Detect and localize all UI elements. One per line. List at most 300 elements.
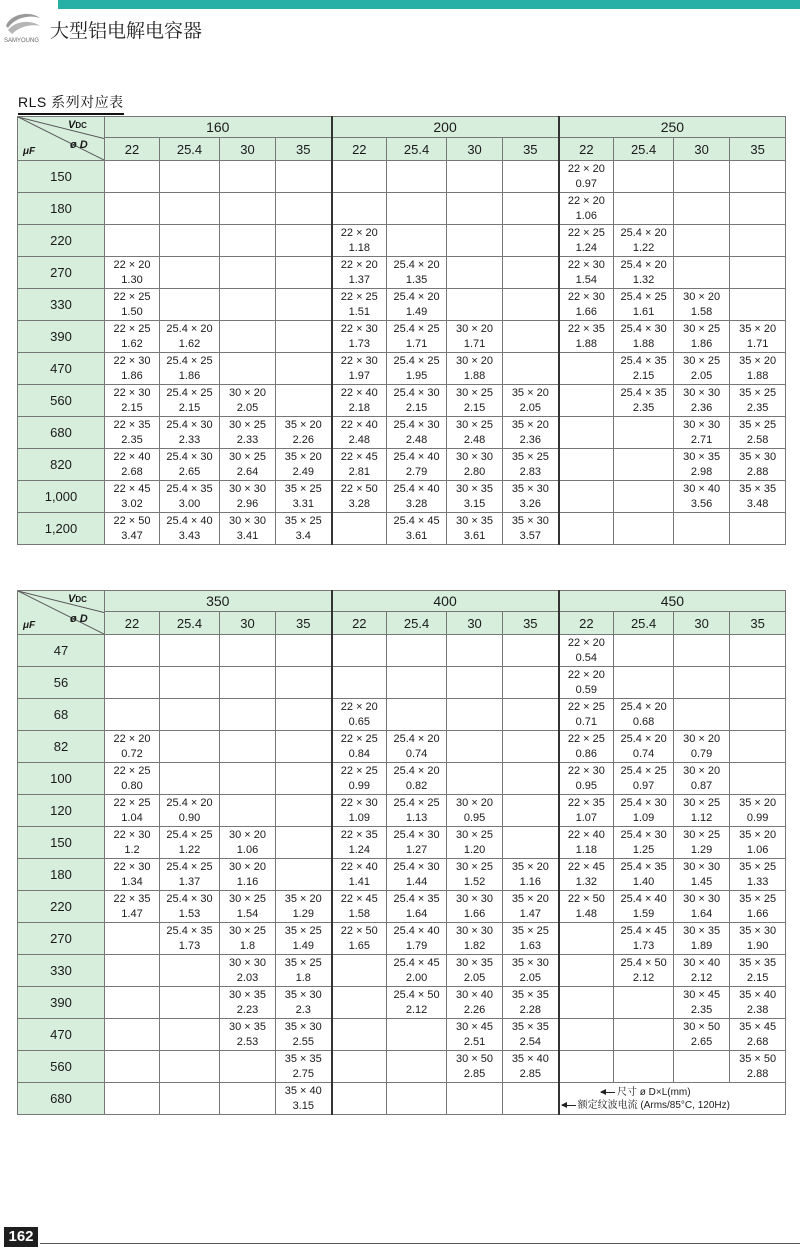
case-size: 35 × 40: [739, 989, 777, 1001]
ripple-current: 3.41: [236, 530, 259, 542]
ripple-current: 2.05: [519, 402, 542, 414]
ripple-current: 1.07: [575, 812, 598, 824]
case-size: 25.4 × 40: [166, 515, 213, 527]
vdc-label-text: V: [68, 593, 76, 605]
spec-cell: [503, 859, 559, 891]
case-size: 22 × 30: [113, 829, 151, 841]
spec-cell: [503, 481, 559, 513]
spec-cell: [730, 481, 786, 513]
case-size: 30 × 35: [228, 1021, 266, 1033]
diameter-header: 30: [674, 612, 730, 635]
ripple-current: 2.54: [519, 1036, 542, 1048]
ripple-current: 2.00: [405, 972, 428, 984]
ripple-current: 3.00: [178, 498, 201, 510]
ripple-current: 0.71: [575, 716, 598, 728]
spec-cell: [503, 667, 559, 699]
ripple-current: 1.8: [239, 940, 256, 952]
spec-cell: [614, 225, 674, 257]
ripple-current: 1.8: [295, 972, 311, 984]
case-size: 22 × 30: [113, 861, 151, 873]
ripple-current: 0.80: [121, 780, 143, 792]
spec-cell: [105, 513, 160, 545]
spec-cell: [447, 193, 503, 225]
case-size: 25.4 × 35: [620, 861, 667, 873]
spec-cell: [160, 289, 220, 321]
ripple-current: 0.90: [178, 812, 201, 824]
voltage-group-header: 160: [105, 117, 332, 138]
spec-cell: [160, 1051, 220, 1083]
capacitance-cell: 150: [18, 161, 105, 193]
spec-cell: [503, 923, 559, 955]
ripple-current: 1.89: [690, 940, 713, 952]
case-size: 22 × 35: [340, 829, 378, 841]
case-size: 35 × 25: [739, 419, 777, 431]
diameter-label: ø D: [70, 613, 88, 625]
vdc-label: [68, 119, 87, 131]
spec-cell: [387, 1083, 447, 1115]
ripple-current: 0.79: [690, 748, 713, 760]
diameter-header: 25.4: [387, 138, 447, 161]
spec-cell: [220, 481, 276, 513]
spec-cell: [160, 193, 220, 225]
table-row: [18, 385, 786, 417]
case-size: 30 × 25: [456, 829, 494, 841]
ripple-current: 1.41: [348, 876, 370, 888]
ripple-current: 1.16: [519, 876, 542, 888]
ripple-current: 1.04: [121, 812, 143, 824]
spec-cell: [387, 699, 447, 731]
spec-cell: [730, 827, 786, 859]
ripple-current: 1.88: [632, 338, 655, 350]
spec-cell: [614, 955, 674, 987]
spec-cell: [730, 731, 786, 763]
diameter-header: 22: [105, 138, 160, 161]
ripple-current: 1.25: [632, 844, 655, 856]
ripple-current: 2.35: [746, 402, 769, 414]
table-row: [18, 827, 786, 859]
spec-cell: [503, 513, 559, 545]
case-size: 30 × 45: [683, 989, 721, 1001]
ripple-current: 1.86: [690, 338, 713, 350]
spec-cell: [332, 955, 387, 987]
spec-cell: [503, 161, 559, 193]
spec-cell: [105, 987, 160, 1019]
spec-cell: [674, 955, 730, 987]
case-size: 22 × 30: [567, 291, 605, 303]
ripple-current: 2.15: [463, 402, 486, 414]
ripple-current: 1.88: [575, 338, 598, 350]
case-size: 35 × 25: [511, 451, 549, 463]
case-size: 25.4 × 35: [166, 925, 213, 937]
case-size: 22 × 20: [340, 227, 378, 239]
ripple-current: 2.53: [236, 1036, 259, 1048]
capacitance-cell: 220: [18, 225, 105, 257]
case-size: 30 × 25: [228, 925, 266, 937]
spec-cell: [674, 353, 730, 385]
voltage-group-row: [18, 591, 786, 612]
ripple-current: 3.02: [121, 498, 143, 510]
spec-cell: [160, 827, 220, 859]
voltage-group-header: 400: [332, 591, 559, 612]
ripple-current: 2.75: [292, 1068, 314, 1080]
table-row: [18, 955, 786, 987]
ripple-current: 1.64: [690, 908, 713, 920]
case-size: 35 × 50: [739, 1053, 777, 1065]
spec-cell: [730, 257, 786, 289]
case-size: 25.4 × 25: [166, 861, 213, 873]
case-size: 25.4 × 30: [166, 419, 213, 431]
table-row: [18, 1019, 786, 1051]
arrow-icon: [601, 1092, 615, 1093]
spec-cell: [447, 353, 503, 385]
table-row: [18, 481, 786, 513]
spec-cell: [503, 193, 559, 225]
spec-cell: [387, 257, 447, 289]
spec-cell: [730, 449, 786, 481]
spec-cell: [447, 481, 503, 513]
spec-cell: [730, 385, 786, 417]
spec-cell: [614, 321, 674, 353]
case-size: 22 × 45: [340, 451, 378, 463]
spec-cell: [332, 193, 387, 225]
spec-cell: [276, 699, 332, 731]
case-size: 22 × 40: [340, 419, 378, 431]
case-size: 22 × 40: [113, 451, 151, 463]
case-size: 25.4 × 25: [393, 355, 440, 367]
spec-cell: [332, 481, 387, 513]
spec-cell: [447, 1083, 503, 1115]
case-size: 35 × 30: [511, 957, 549, 969]
spec-cell: [559, 827, 614, 859]
ripple-current: 2.12: [405, 1004, 428, 1016]
case-size: 35 × 35: [511, 1021, 549, 1033]
spec-cell: [503, 987, 559, 1019]
spec-cell: [160, 1083, 220, 1115]
spec-cell: [559, 321, 614, 353]
case-size: 25.4 × 30: [393, 387, 440, 399]
ripple-current: 2.48: [348, 434, 370, 446]
case-size: 30 × 30: [683, 419, 721, 431]
vdc-label-sub: DC: [75, 595, 87, 604]
spec-cell: [276, 795, 332, 827]
spec-cell: [332, 667, 387, 699]
voltage-group-row: [18, 117, 786, 138]
case-size: 25.4 × 20: [393, 259, 440, 271]
table-row: [18, 987, 786, 1019]
spec-cell: [387, 193, 447, 225]
ripple-current: 1.73: [178, 940, 201, 952]
spec-cell: [276, 225, 332, 257]
spec-cell: [160, 635, 220, 667]
ripple-current: 1.18: [348, 242, 370, 254]
spec-cell: [674, 161, 730, 193]
case-size: 22 × 20: [340, 701, 378, 713]
case-size: 30 × 20: [683, 733, 721, 745]
ripple-current: 1.59: [632, 908, 655, 920]
case-size: 30 × 50: [456, 1053, 494, 1065]
spec-cell: [105, 699, 160, 731]
spec-cell: [332, 795, 387, 827]
diameter-header: 30: [447, 612, 503, 635]
spec-cell: [160, 955, 220, 987]
case-size: 22 × 30: [340, 355, 378, 367]
table-row: [18, 353, 786, 385]
case-size: 35 × 35: [739, 483, 777, 495]
spec-table-350-450v: [17, 590, 786, 1115]
spec-cell: [276, 257, 332, 289]
ripple-current: 2.65: [178, 466, 201, 478]
diameter-header: 30: [674, 138, 730, 161]
case-size: 35 × 35: [511, 989, 549, 1001]
ripple-current: 0.74: [405, 748, 428, 760]
spec-cell: [730, 1019, 786, 1051]
spec-cell: [614, 987, 674, 1019]
case-size: 25.4 × 25: [620, 765, 667, 777]
spec-cell: [559, 353, 614, 385]
spec-cell: [105, 763, 160, 795]
case-size: 30 × 35: [456, 957, 494, 969]
ripple-current: 1.62: [178, 338, 201, 350]
capacitance-cell: 100: [18, 763, 105, 795]
case-size: 35 × 40: [284, 1085, 322, 1097]
case-size: 22 × 20: [113, 733, 151, 745]
ripple-current: 2.15: [746, 972, 769, 984]
ripple-current: 1.16: [236, 876, 259, 888]
ripple-current: 1.45: [690, 876, 713, 888]
case-size: 35 × 40: [511, 1053, 549, 1065]
ripple-current: 1.24: [348, 844, 370, 856]
spec-cell: [503, 827, 559, 859]
spec-cell: [674, 257, 730, 289]
spec-cell: [674, 795, 730, 827]
spec-cell: [614, 449, 674, 481]
spec-cell: [220, 635, 276, 667]
ripple-current: 1.53: [178, 908, 201, 920]
capacitance-label: μF: [23, 146, 36, 157]
spec-cell: [503, 257, 559, 289]
spec-cell: [503, 795, 559, 827]
spec-cell: [276, 161, 332, 193]
spec-cell: [105, 635, 160, 667]
spec-cell: [105, 827, 160, 859]
ripple-current: 1.71: [463, 338, 486, 350]
spec-cell: [276, 667, 332, 699]
ripple-current: 1.82: [463, 940, 486, 952]
case-size: 35 × 20: [739, 797, 777, 809]
spec-cell: [559, 225, 614, 257]
ripple-current: 2.28: [519, 1004, 542, 1016]
spec-cell: [220, 923, 276, 955]
spec-cell: [674, 193, 730, 225]
spec-cell: [220, 731, 276, 763]
voltage-group-header: 250: [559, 117, 786, 138]
case-size: 35 × 20: [739, 355, 777, 367]
case-size: 25.4 × 25: [166, 387, 213, 399]
spec-cell: [387, 481, 447, 513]
spec-cell: [220, 353, 276, 385]
case-size: 30 × 20: [683, 765, 721, 777]
ripple-current: 2.26: [463, 1004, 486, 1016]
spec-cell: [160, 449, 220, 481]
spec-cell: [105, 481, 160, 513]
spec-cell: [220, 699, 276, 731]
diameter-header: 22: [105, 612, 160, 635]
table-row: [18, 795, 786, 827]
case-size: 22 × 25: [113, 797, 151, 809]
capacitance-cell: 470: [18, 1019, 105, 1051]
case-size: 22 × 20: [113, 259, 151, 271]
spec-cell: [276, 1083, 332, 1115]
ripple-current: 3.48: [746, 498, 769, 510]
ripple-current: 1.58: [690, 306, 713, 318]
case-size: 22 × 25: [340, 733, 378, 745]
spec-cell: [276, 1019, 332, 1051]
ripple-current: 2.88: [746, 1068, 769, 1080]
spec-cell: [387, 161, 447, 193]
spec-cell: [559, 417, 614, 449]
ripple-current: 0.86: [575, 748, 598, 760]
legend-text: 额定纹波电流 (Arms/85°C, 120Hz): [577, 1100, 730, 1111]
spec-cell: [276, 449, 332, 481]
spec-cell: [447, 667, 503, 699]
case-size: 22 × 20: [567, 195, 605, 207]
ripple-current: 1.18: [575, 844, 598, 856]
case-size: 35 × 35: [284, 1053, 322, 1065]
case-size: 25.4 × 20: [393, 733, 440, 745]
ripple-current: 1.47: [121, 908, 143, 920]
spec-cell: [559, 1051, 614, 1083]
ripple-current: 2.64: [236, 466, 259, 478]
spec-cell: [387, 417, 447, 449]
spec-cell: [614, 635, 674, 667]
ripple-current: 1.48: [575, 908, 598, 920]
diameter-header: 35: [503, 612, 559, 635]
spec-cell: [105, 321, 160, 353]
case-size: 25.4 × 20: [393, 765, 440, 777]
ripple-current: 2.68: [121, 466, 143, 478]
spec-cell: [614, 385, 674, 417]
capacitance-cell: 150: [18, 827, 105, 859]
spec-cell: [276, 481, 332, 513]
header-corner-cell: [18, 117, 105, 161]
ripple-current: 1.88: [746, 370, 769, 382]
ripple-current: 2.79: [405, 466, 428, 478]
case-size: 22 × 35: [113, 893, 151, 905]
table-row: [18, 321, 786, 353]
spec-cell: [160, 699, 220, 731]
ripple-current: 2.48: [405, 434, 428, 446]
capacitance-cell: 180: [18, 859, 105, 891]
ripple-current: 2.18: [348, 402, 370, 414]
table-row: [18, 225, 786, 257]
ripple-current: 0.95: [575, 780, 598, 792]
capacitance-cell: 560: [18, 1051, 105, 1083]
case-size: 25.4 × 35: [620, 387, 667, 399]
spec-cell: [503, 1051, 559, 1083]
spec-cell: [674, 321, 730, 353]
spec-cell: [503, 1019, 559, 1051]
case-size: 35 × 30: [739, 925, 777, 937]
ripple-current: 1.71: [746, 338, 769, 350]
case-size: 25.4 × 45: [393, 957, 440, 969]
spec-cell: [220, 987, 276, 1019]
diameter-row: [18, 138, 786, 161]
spec-cell: [105, 731, 160, 763]
capacitance-cell: 120: [18, 795, 105, 827]
capacitance-cell: 1,200: [18, 513, 105, 545]
case-size: 30 × 35: [683, 451, 721, 463]
case-size: 35 × 35: [739, 957, 777, 969]
spec-cell: [559, 987, 614, 1019]
case-size: 25.4 × 30: [393, 419, 440, 431]
table-row: [18, 1051, 786, 1083]
ripple-current: 2.65: [690, 1036, 713, 1048]
spec-cell: [730, 161, 786, 193]
ripple-current: 1.09: [348, 812, 370, 824]
case-size: 22 × 50: [567, 893, 605, 905]
diameter-header: 22: [559, 612, 614, 635]
ripple-current: 1.32: [575, 876, 598, 888]
case-size: 35 × 25: [739, 861, 777, 873]
ripple-current: 1.06: [746, 844, 769, 856]
spec-cell: [332, 987, 387, 1019]
case-size: 30 × 40: [683, 957, 721, 969]
spec-cell: [559, 923, 614, 955]
capacitance-cell: 56: [18, 667, 105, 699]
spec-cell: [674, 827, 730, 859]
spec-cell: [730, 859, 786, 891]
case-size: 25.4 × 25: [166, 355, 213, 367]
spec-cell: [614, 923, 674, 955]
spec-cell: [503, 353, 559, 385]
case-size: 22 × 25: [567, 227, 605, 239]
spec-cell: [160, 795, 220, 827]
spec-cell: [276, 955, 332, 987]
case-size: 30 × 25: [683, 797, 721, 809]
capacitance-cell: 680: [18, 417, 105, 449]
capacitance-cell: 820: [18, 449, 105, 481]
spec-cell: [332, 449, 387, 481]
spec-cell: [674, 667, 730, 699]
vdc-label: [68, 593, 87, 605]
spec-cell: [220, 225, 276, 257]
ripple-current: 2.68: [746, 1036, 769, 1048]
spec-cell: [220, 1019, 276, 1051]
diameter-header: 25.4: [387, 612, 447, 635]
ripple-current: 3.28: [348, 498, 370, 510]
ripple-current: 1.86: [121, 370, 143, 382]
spec-cell: [160, 385, 220, 417]
ripple-current: 2.15: [178, 402, 201, 414]
ripple-current: 3.15: [292, 1100, 314, 1112]
spec-cell: [105, 667, 160, 699]
ripple-current: 1.79: [405, 940, 428, 952]
spec-cell: [105, 257, 160, 289]
spec-cell: [276, 289, 332, 321]
ripple-current: 0.74: [632, 748, 655, 760]
case-size: 22 × 30: [113, 387, 151, 399]
table-row: [18, 289, 786, 321]
spec-cell: [160, 987, 220, 1019]
spec-cell: [276, 385, 332, 417]
ripple-current: 1.12: [690, 812, 713, 824]
spec-cell: [105, 1083, 160, 1115]
ripple-current: 1.62: [121, 338, 143, 350]
case-size: 25.4 × 25: [620, 291, 667, 303]
case-size: 30 × 20: [456, 323, 494, 335]
spec-cell: [559, 1019, 614, 1051]
case-size: 35 × 25: [739, 387, 777, 399]
